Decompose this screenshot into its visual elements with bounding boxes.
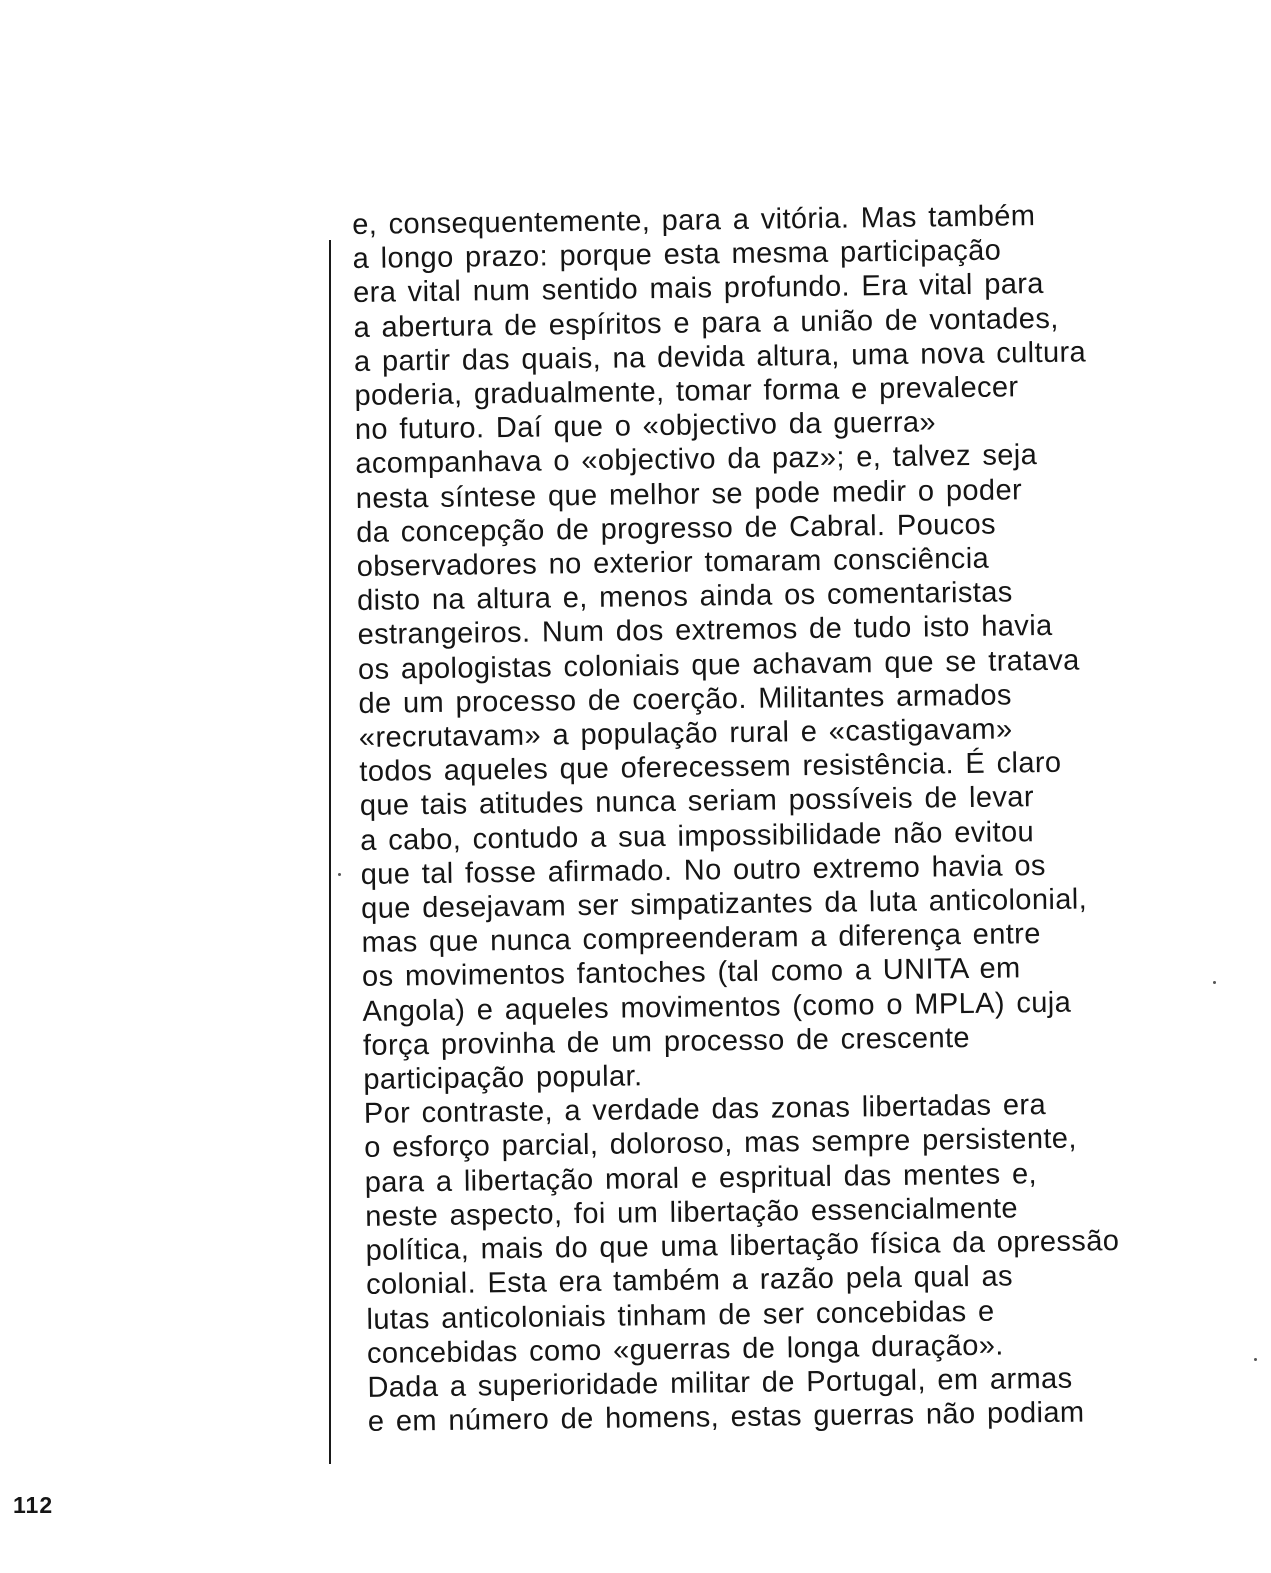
text-line: disto na altura e, menos ainda os comentaristas [356,576,1013,618]
text-line: e, consequentemente, para a vitória. Mas também [352,200,1036,241]
scan-speck [1213,981,1216,984]
text-line: que desejavam ser simpatizantes da luta anticolonial, [360,883,1088,926]
text-line: a abertura de espíritos e para a união de vontades, [353,302,1059,344]
text-line: os apologistas coloniais que achavam que se tratava [357,644,1080,686]
text-line: Angola) e aqueles movimentos (como o MPLA) cuja [362,986,1072,1028]
text-line: a partir das quais, na devida altura, uma nova cultura [353,336,1087,378]
text-line: Dada a superioridade militar de Portugal, em armas [367,1362,1073,1404]
text-line: acompanhava o «objectivo da paz»; e, talvez seja [355,439,1038,481]
text-line: «recrutavam» a população rural e «castigavam» [358,713,1013,755]
page-number: 112 [13,1492,54,1518]
text-line: poderia, gradualmente, tomar forma e prevalecer [354,371,1019,412]
text-line: da concepção de progresso de Cabral. Poucos [356,508,997,549]
text-line: que tais atitudes nunca seriam possíveis de levar [359,781,1035,823]
text-line: o esforço parcial, doloroso, mas sempre persistente, [364,1123,1078,1165]
text-line: e em número de homens, estas guerras não podiam [367,1396,1085,1439]
body-text [352,196,1248,1439]
text-line: força provinha de um processo de crescente [362,1021,971,1062]
text-line: Por contraste, a verdade das zonas libertadas era [363,1089,1047,1131]
text-line: concebidas como «guerras de longa duração». [366,1329,1004,1370]
text-line: colonial. Esta era também a razão pela qual as [365,1260,1014,1302]
text-line: participação popular. [363,1060,643,1097]
text-line: era vital num sentido mais profundo. Era vital para [352,268,1045,310]
margin-rule [329,240,331,1464]
text-line: observadores no exterior tomaram consciência [356,542,990,583]
text-line: para a libertação moral e espritual das mentes e, [364,1157,1038,1199]
text-line: que tal fosse afirmado. No outro extremo havia os [360,849,1047,891]
text-line: neste aspecto, foi um libertação essencialmente [364,1192,1019,1233]
text-line: os movimentos fantoches (tal como a UNITA em [361,952,1021,994]
scan-speck [338,873,341,876]
text-line: a cabo, contudo a sua impossibilidade não evitou [360,815,1035,857]
text-line: política, mais do que uma libertação física da opressão [365,1225,1120,1268]
text-line: a longo prazo: porque esta mesma participação [352,234,1002,276]
text-line: de um processo de coerção. Militantes armados [358,679,1013,720]
text-line: no futuro. Daí que o «objectivo da guerra» [354,406,937,447]
text-line: todos aqueles que oferecessem resistência. É claro [359,747,1062,789]
text-line: mas que nunca compreenderam a diferença entre [361,918,1041,960]
text-line: estrangeiros. Num dos extremos de tudo isto havia [357,610,1053,652]
text-line: lutas anticoloniais tinham de ser concebidas e [366,1295,995,1336]
scan-speck [1254,1358,1257,1361]
text-line: nesta síntese que melhor se pode medir o poder [355,473,1023,515]
